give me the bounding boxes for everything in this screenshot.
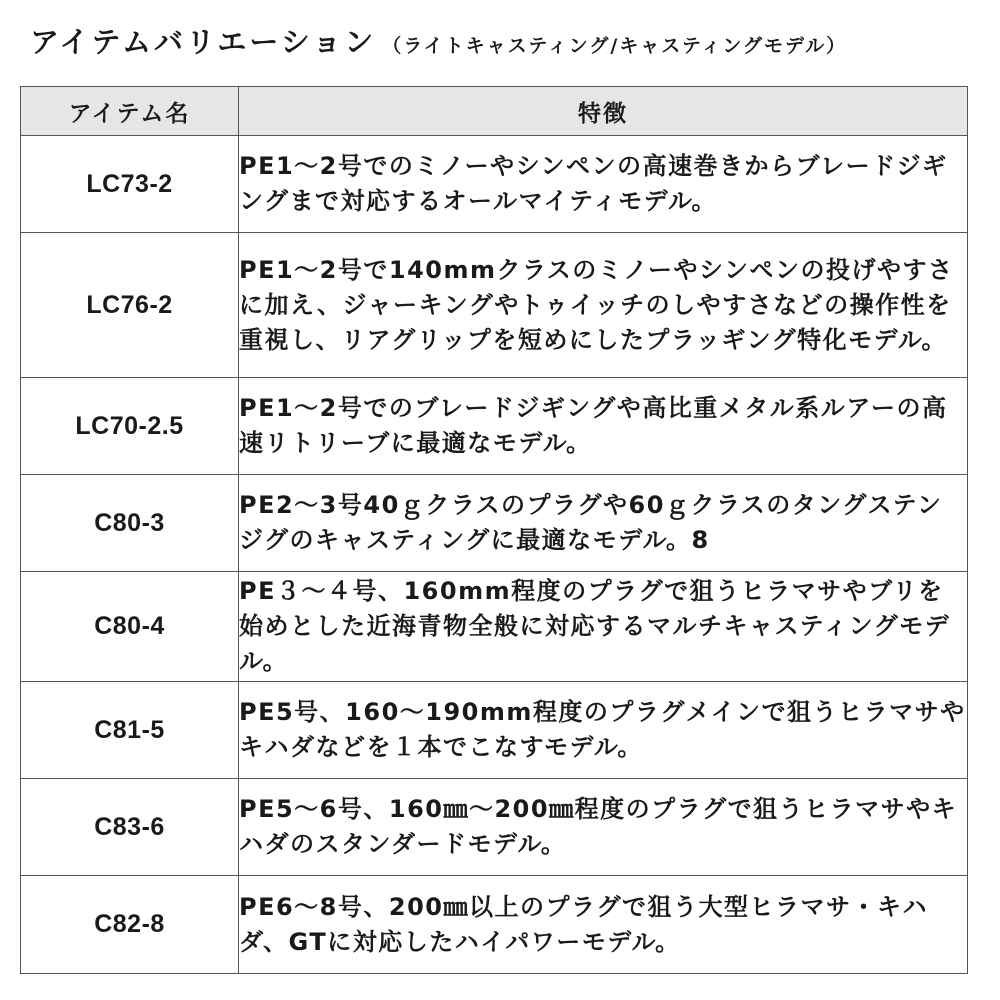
item-name-cell: C80-4	[21, 572, 239, 682]
table-row	[21, 233, 968, 378]
item-desc-cell: PE2～3号40ｇクラスのプラグや60ｇクラスのタングステンジグのキャスティングに最適なモデル。8	[239, 475, 968, 572]
item-desc-cell: PE5号、160～190mm程度のプラグメインで狙うヒラマサやキハダなどを１本でこなすモデル。	[239, 682, 968, 779]
item-name-cell: C83-6	[21, 779, 239, 876]
item-desc-cell: PE1～2号でのミノーやシンペンの高速巻きからブレードジギングまで対応するオールマイティモデル。	[239, 136, 968, 233]
header-item-name: アイテム名	[21, 87, 239, 136]
item-name-cell: C81-5	[21, 682, 239, 779]
item-desc-cell: PE5～6号、160㎜～200㎜程度のプラグで狙うヒラマサやキハダのスタンダードモデル。	[239, 779, 968, 876]
title-subtitle: （ライトキャスティング/キャスティングモデル）	[382, 35, 848, 57]
item-variation-table	[20, 86, 968, 974]
item-name-cell: C82-8	[21, 876, 239, 974]
table-row	[21, 475, 968, 572]
table-header	[21, 87, 968, 136]
table-row	[21, 572, 968, 682]
table-row	[21, 378, 968, 475]
table-body	[21, 136, 968, 974]
header-row	[21, 87, 968, 136]
page-title	[30, 25, 848, 59]
item-name-cell: LC73-2	[21, 136, 239, 233]
item-desc-cell: PE３～４号、160mm程度のプラグで狙うヒラマサやブリを始めとした近海青物全般に対応するマルチキャスティングモデル。	[239, 572, 968, 682]
item-name-cell: LC70-2.5	[21, 378, 239, 475]
item-desc-cell: PE1～2号で140mmクラスのミノーやシンペンの投げやすさに加え、ジャーキングやトゥイッチのしやすさなどの操作性を重視し、リアグリップを短めにしたプラッギング特化モデル。	[239, 233, 968, 378]
table-row	[21, 682, 968, 779]
title-main: アイテムバリエーション	[30, 25, 377, 59]
header-features: 特徴	[239, 87, 968, 136]
table-row	[21, 876, 968, 974]
table-row	[21, 779, 968, 876]
item-desc-cell: PE1～2号でのブレードジギングや高比重メタル系ルアーの高速リトリーブに最適なモデル。	[239, 378, 968, 475]
item-name-cell: C80-3	[21, 475, 239, 572]
item-desc-cell: PE6～8号、200㎜以上のプラグで狙う大型ヒラマサ・キハダ、GTに対応したハイパワーモデル。	[239, 876, 968, 974]
item-name-cell: LC76-2	[21, 233, 239, 378]
table-row	[21, 136, 968, 233]
